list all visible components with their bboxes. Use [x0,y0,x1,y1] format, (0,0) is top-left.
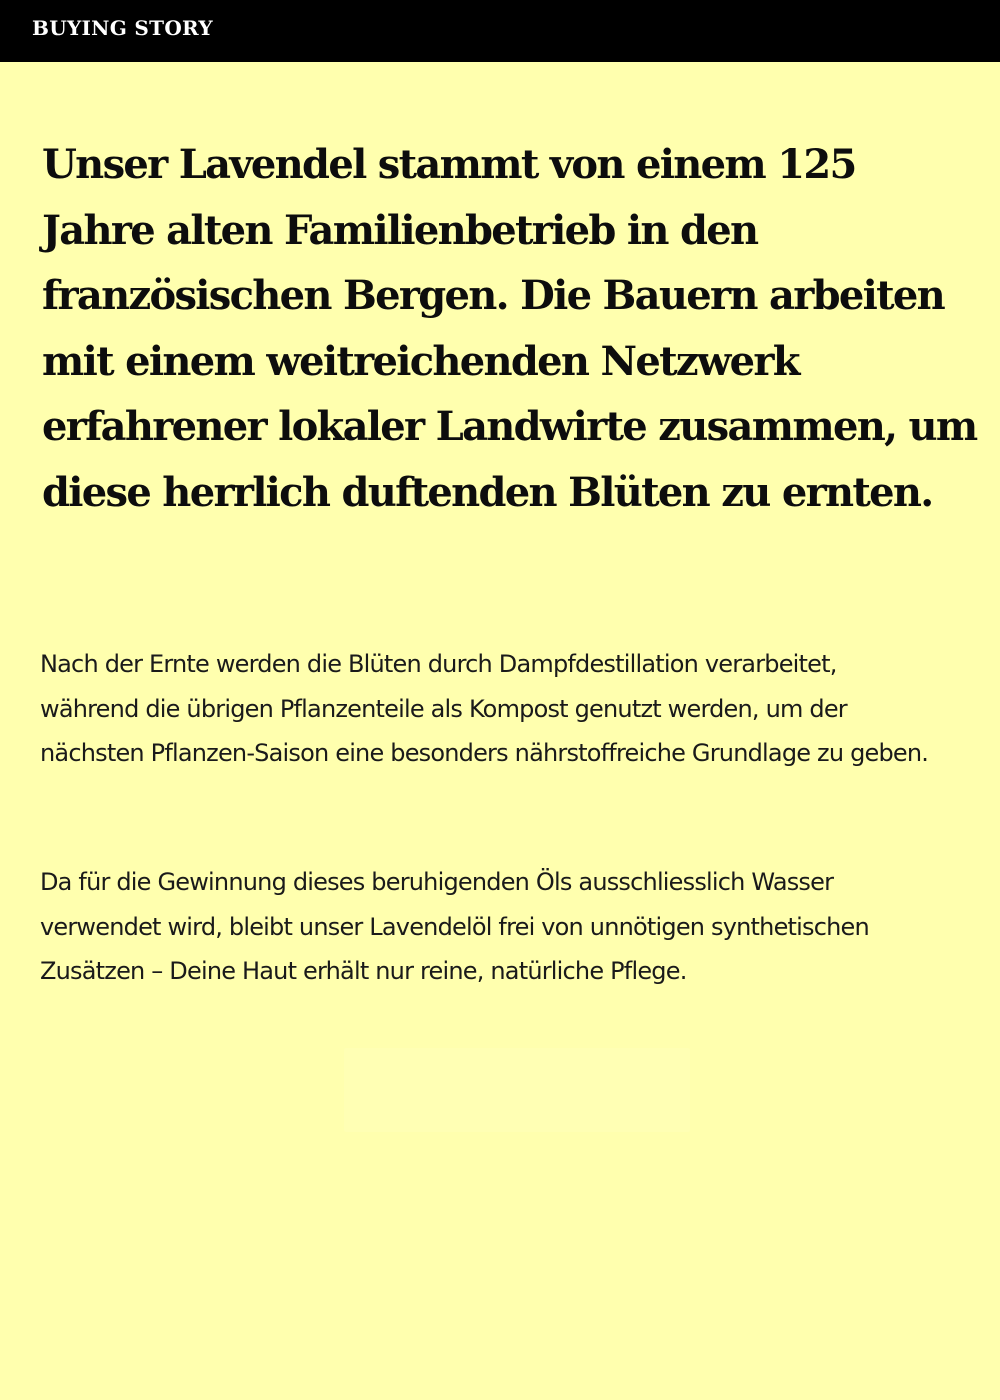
story-paragraph-2: Da für die Gewinnung dieses beruhigenden Öls ausschliesslich Wasser verwendet wird, bleibt unser Lavendelöl frei von unnötigen synthetischen Zusätzen – Deine Haut erhält nur reine, natürliche Pflege. [40,868,869,985]
faded-button-placeholder[interactable] [344,1048,690,1132]
section-label: BUYING STORY [32,16,213,40]
story-headline: Unser Lavendel stammt von einem 125 Jahre alten Familienbetrieb in den französischen Bergen. Die Bauern arbeiten mit einem weitreichenden Netzwerk erfahrener lokaler Landwirte zusammen, um diese herrlich duftenden Blüten zu ernten. [42,141,977,516]
story-content [42,132,977,525]
section-header-bar [0,0,1000,62]
story-paragraph-1: Nach der Ernte werden die Blüten durch Dampfdestillation verarbeitet, während die übrigen Pflanzenteile als Kompost genutzt werden, um der nächsten Pflanzen-Saison eine besonders nährstoffreiche Grundlage zu geben. [40,650,929,767]
